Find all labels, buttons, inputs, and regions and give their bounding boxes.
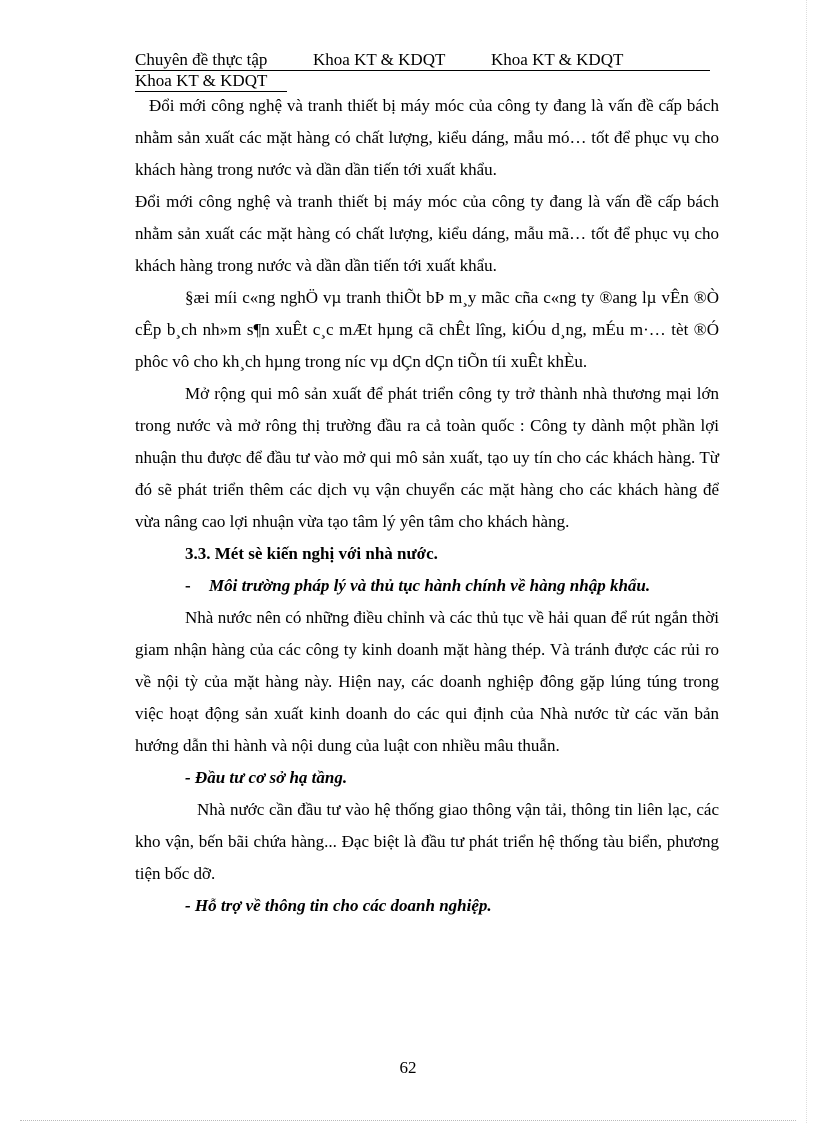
page-header [135, 50, 710, 92]
header-middle: Khoa KT & KDQT [313, 50, 446, 69]
header-line-2: Khoa KT & KDQT [135, 71, 287, 92]
header-left: Chuyên đề thực tập [135, 50, 268, 69]
subheading-information-support: - Hỗ trợ về thông tin cho các doanh nghiệp. [185, 896, 492, 915]
subheading-infrastructure: - Đầu tư cơ sở hạ tầng. [185, 768, 348, 787]
paragraph-3-legacy-encoding: §æi míi c«ng nghÖ vµ tranh thiÕt bÞ m¸y mãc cña c«ng ty ®ang lµ vÊn ®Ò cÊp b¸ch nh»m s¶n xuÊt c¸c mÆt hµng cã chÊt lîng, kiÓu d¸ng, mÉu m·… tèt ®Ó phôc vô cho kh¸ch hµng trong níc vµ dÇn dÇn tiÕn tíi xuÊt khÈu. [135, 288, 719, 371]
paragraph-6: Nhà nước cần đầu tư vào hệ thống giao thông vận tải, thông tin liên lạc, các kho vận, bến bãi chứa hàng... Đạc biệt là đầu tư phát triển hệ thống tàu biển, phương tiện bốc dỡ. [135, 800, 719, 883]
paragraph-2: Đổi mới công nghệ và tranh thiết bị máy móc của công ty đang là vấn đề cấp bách nhằm sản xuất các mặt hàng có chất lượng, kiểu dáng, mẫu mã… tốt để phục vụ cho khách hàng trong nước và dần dần tiến tới xuất khẩu. [135, 192, 719, 275]
header-line [135, 50, 710, 71]
subheading-legal-environment [135, 570, 719, 602]
dash-marker: - [185, 576, 191, 595]
page-bottom-border [20, 1120, 796, 1121]
paragraph-1: Đổi mới công nghệ và tranh thiết bị máy móc của công ty đang là vấn đề cấp bách nhằm sản xuất các mặt hàng có chất lượng, kiểu dáng, mẫu mó… tốt để phục vụ cho khách hàng trong nước và dần dần tiến tới xuất khẩu. [135, 96, 719, 179]
header-right: Khoa KT & KDQT [491, 50, 624, 69]
paragraph-4: Mở rộng qui mô sản xuất để phát triển công ty trở thành nhà thương mại lớn trong nước và mở rông thị trường đầu ra cả toàn quốc : Công ty dành một phần lợi nhuận thu được để đầu tư vào mở qui mô sản xuất, tạo uy tín cho các khách hàng. Từ đó sẽ phát triển thêm các dịch vụ vận chuyển các mặt hàng cho các khách hàng để vừa nâng cao lợi nhuận vừa tạo tâm lý yên tâm cho khách hàng. [135, 384, 719, 531]
paragraph-5: Nhà nước nên có những điều chỉnh và các thủ tục về hải quan để rút ngắn thời giam nhận hàng của các công ty kinh doanh mặt hàng thép. Và tránh được các rủi ro về nội tỳ của mặt hàng này. Hiện nay, các doanh nghiệp đông gặp lúng túng trong việc hoạt động sản xuất kinh doanh do các qui định của Nhà nước từ các văn bản hướng dẫn thi hành và nội dung của luật con nhiều mâu thuẫn. [135, 608, 719, 755]
page-right-border [806, 0, 807, 1123]
page-number: 62 [399, 1058, 417, 1077]
document-body [135, 90, 719, 922]
section-heading: 3.3. Mét sè kiến nghị với nhà nước. [185, 544, 438, 563]
subheading-text: Môi trường pháp lý và thủ tục hành chính về hàng nhập khẩu. [209, 576, 651, 595]
